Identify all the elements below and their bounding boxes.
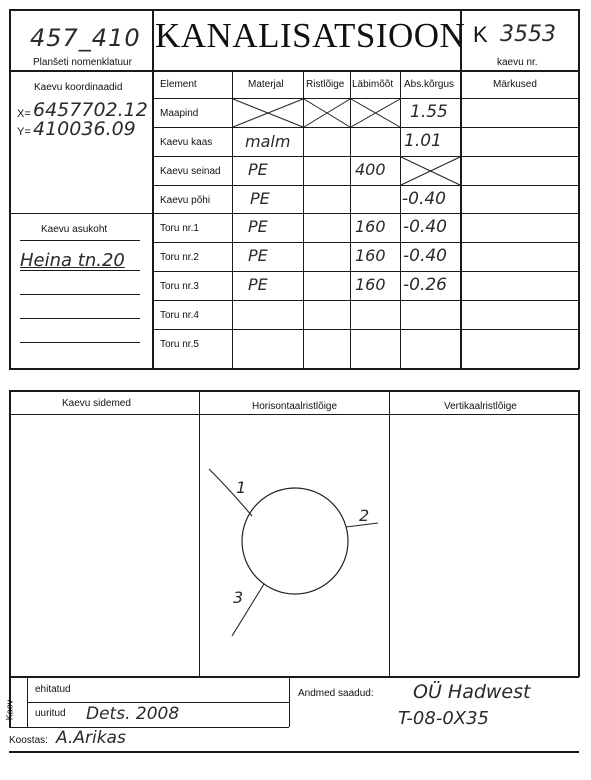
vertical-section-label: Vertikaalristlõige <box>444 401 517 412</box>
row-abs-height: 1.55 <box>410 102 448 122</box>
pipe-3-label: 3 <box>233 588 244 607</box>
well-side-label: Kaev <box>4 699 15 721</box>
coordinates-label: Kaevu koordinaadid <box>34 82 123 93</box>
x-coordinate: 6457702.12 <box>33 99 148 121</box>
row-material: PE <box>248 160 268 179</box>
row-element: Kaevu seinad <box>160 166 221 177</box>
row-material: malm <box>245 132 291 151</box>
row-element: Toru nr.3 <box>160 281 199 292</box>
surveyed-label: uuritud <box>35 708 66 719</box>
row-diameter: 400 <box>355 160 386 179</box>
col-header-notes: Märkused <box>493 79 537 90</box>
y-coordinate: 410036.09 <box>33 118 136 140</box>
row-material: PE <box>248 275 268 294</box>
col-header-material: Materjal <box>248 79 284 90</box>
row-material: PE <box>250 189 270 208</box>
data-source-line1: OÜ Hadwest <box>413 681 531 703</box>
row-element: Kaevu kaas <box>160 137 213 148</box>
row-material: PE <box>248 246 268 265</box>
sheet-label: Planšeti nomenklatuur <box>33 57 132 68</box>
col-header-cross-section: Ristlõige <box>306 79 345 90</box>
row-element: Toru nr.1 <box>160 223 199 234</box>
page-title: KANALISATSIOON <box>155 16 466 55</box>
row-abs-height: -0.26 <box>403 275 447 295</box>
well-number: 3553 <box>500 22 556 47</box>
row-abs-height: -0.40 <box>402 189 446 209</box>
links-label: Kaevu sidemed <box>62 398 131 409</box>
col-header-abs-height: Abs.kõrgus <box>404 79 455 90</box>
data-source-label: Andmed saadud: <box>298 688 374 699</box>
well-prefix: K <box>473 22 488 47</box>
sheet-number: 457_410 <box>30 24 141 52</box>
composer-value: A.Arikas <box>56 728 126 748</box>
row-element: Toru nr.2 <box>160 252 199 263</box>
row-material: PE <box>248 217 268 236</box>
horizontal-section-label: Horisontaalristlõige <box>252 401 338 412</box>
row-diameter: 160 <box>355 217 386 236</box>
row-element: Toru nr.5 <box>160 339 199 350</box>
location-value: Heina tn.20 <box>20 250 125 271</box>
col-header-diameter: Läbimõõt <box>352 79 394 90</box>
composer-label: Koostas: <box>9 735 48 746</box>
well-label: kaevu nr. <box>497 57 538 68</box>
row-abs-height: -0.40 <box>403 246 447 266</box>
pipe-1-label: 1 <box>236 478 247 497</box>
built-label: ehitatud <box>35 684 71 695</box>
data-source-line2: T-08-0X35 <box>398 708 490 729</box>
row-diameter: 160 <box>355 246 386 265</box>
location-label: Kaevu asukoht <box>41 224 108 235</box>
x-prefix: X= <box>17 108 31 120</box>
y-prefix: Y= <box>17 126 31 138</box>
row-abs-height: 1.01 <box>404 131 442 151</box>
pipe-2-label: 2 <box>359 506 370 525</box>
col-header-element: Element <box>160 79 197 90</box>
surveyed-value: Dets. 2008 <box>86 704 180 724</box>
row-abs-height: -0.40 <box>403 217 447 237</box>
row-element: Maapind <box>160 108 199 119</box>
row-diameter: 160 <box>355 275 386 294</box>
row-element: Kaevu põhi <box>160 195 211 206</box>
well-circle <box>242 488 348 594</box>
row-element: Toru nr.4 <box>160 310 199 321</box>
